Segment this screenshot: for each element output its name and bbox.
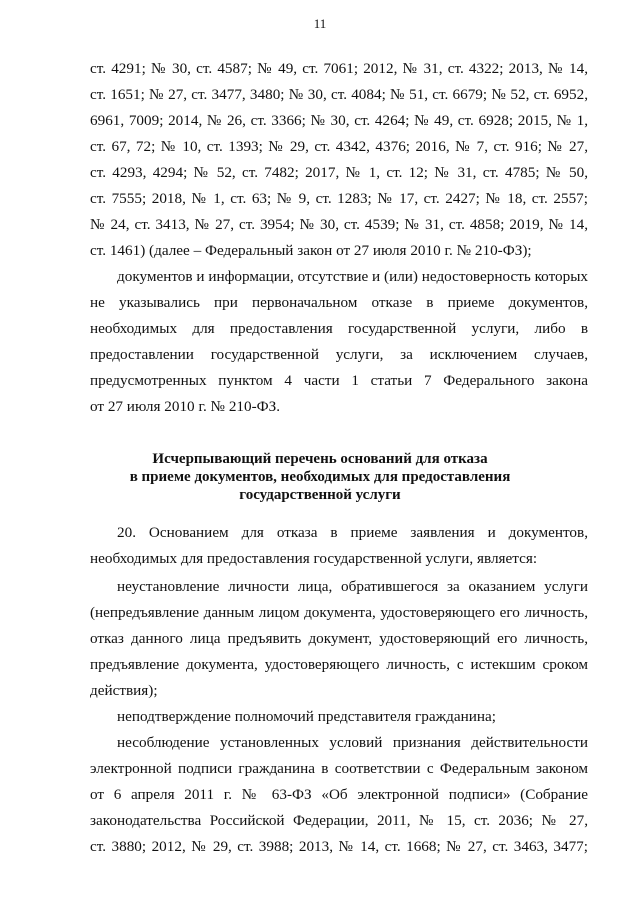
- text-line: 20. Основанием для отказа в приеме заявления и документов,: [117, 524, 588, 541]
- text-line: предоставлении государственной услуги, за исключением случаев,: [90, 346, 588, 363]
- section-heading: государственной услуги: [239, 487, 401, 503]
- text-line: предъявление документа, удостоверяющего личность, с истекшим сроком: [90, 656, 588, 673]
- text-line: (непредъявление данным лицом документа, удостоверяющего его личность,: [90, 604, 588, 621]
- text-line: ст. 4291; № 30, ст. 4587; № 49, ст. 7061; 2012, № 31, ст. 4322; 2013, № 14,: [90, 60, 588, 77]
- text-line: неустановление личности лица, обратившегося за оказанием услуги: [117, 578, 588, 595]
- text-line: от 27 июля 2010 г. № 210-ФЗ.: [90, 398, 281, 415]
- page-number: 11: [313, 16, 327, 31]
- text-line: ст. 3880; 2012, № 29, ст. 3988; 2013, № 14, ст. 1668; № 27, ст. 3463, 3477;: [90, 838, 588, 855]
- text-line: неподтверждение полномочий представителя гражданина;: [117, 708, 496, 725]
- text-line: документов и информации, отсутствие и (или) недостоверность которых: [117, 268, 588, 285]
- text-line: ст. 4293, 4294; № 52, ст. 7482; 2017, № 1, ст. 12; № 31, ст. 4785; № 50,: [90, 164, 588, 181]
- text-line: ст. 1651; № 27, ст. 3477, 3480; № 30, ст. 4084; № 51, ст. 6679; № 52, ст. 6952,: [90, 86, 588, 103]
- text-line: электронной подписи гражданина в соответствии с Федеральным законом: [90, 760, 588, 777]
- text-line: 6961, 7009; 2014, № 26, ст. 3366; № 30, ст. 4264; № 49, ст. 6928; 2015, № 1,: [90, 112, 588, 129]
- text-line: отказ данного лица предъявить документ, удостоверяющий его личность,: [90, 630, 588, 647]
- text-line: от 6 апреля 2011 г. № 63-ФЗ «Об электронной подписи» (Собрание: [90, 786, 588, 803]
- text-line: необходимых для предоставления государственной услуги, является:: [90, 550, 538, 567]
- section-heading: Исчерпывающий перечень оснований для отказа: [152, 451, 488, 467]
- text-line: несоблюдение установленных условий признания действительности: [117, 734, 588, 751]
- text-line: ст. 1461) (далее – Федеральный закон от 27 июля 2010 г. № 210-ФЗ);: [90, 242, 532, 259]
- section-heading: в приеме документов, необходимых для предоставления: [129, 469, 511, 485]
- text-line: действия);: [90, 682, 158, 699]
- text-line: не указывались при первоначальном отказе в приеме документов,: [90, 294, 588, 311]
- text-line: ст. 67, 72; № 10, ст. 1393; № 29, ст. 4342, 4376; 2016, № 7, ст. 916; № 27,: [90, 138, 588, 155]
- text-line: необходимых для предоставления государственной услуги, либо в: [90, 320, 588, 337]
- text-line: законодательства Российской Федерации, 2011, № 15, ст. 2036; № 27,: [90, 812, 588, 829]
- text-line: предусмотренных пунктом 4 части 1 статьи 7 Федерального закона: [90, 372, 588, 389]
- text-line: ст. 7555; 2018, № 1, ст. 63; № 9, ст. 1283; № 17, ст. 2427; № 18, ст. 2557;: [90, 190, 588, 207]
- text-line: № 24, ст. 3413, № 27, ст. 3954; № 30, ст. 4539; № 31, ст. 4858; 2019, № 14,: [90, 216, 588, 233]
